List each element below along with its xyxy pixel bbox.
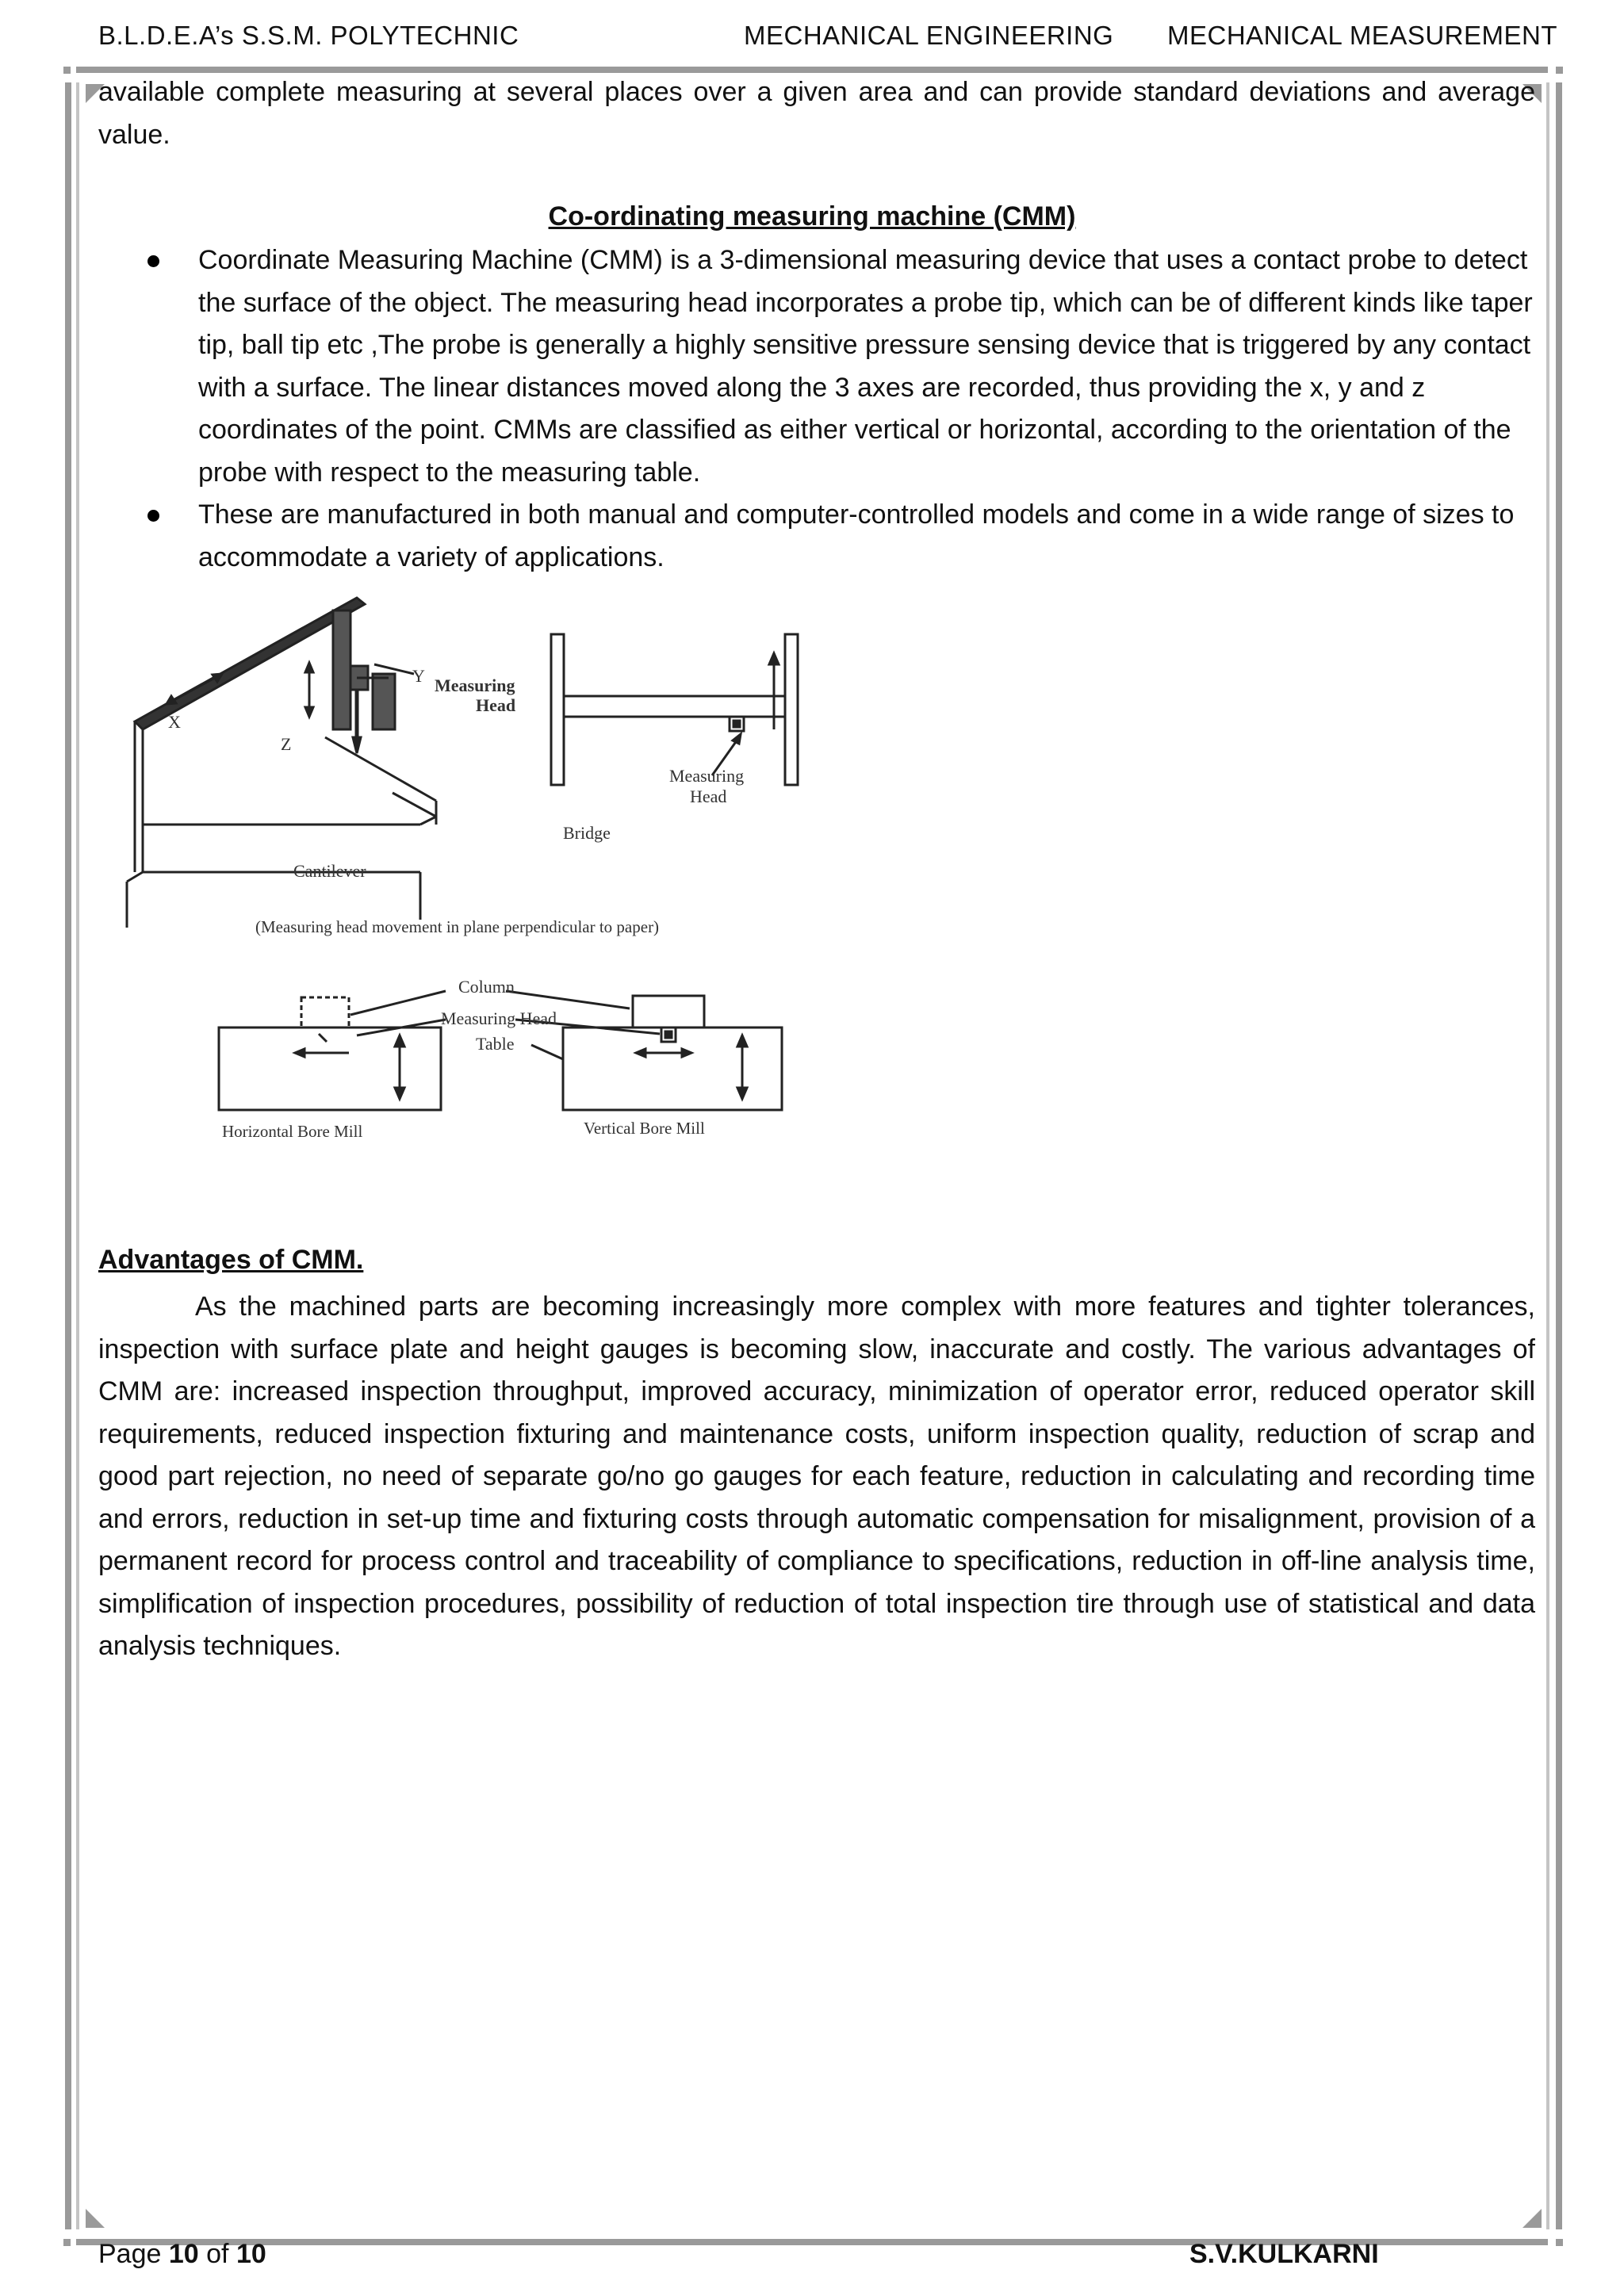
section-title-cmm: Co-ordinating measuring machine (CMM): [548, 201, 1076, 232]
bridge-head-label: Measuring: [669, 766, 745, 786]
border-right-outer: [1556, 82, 1562, 2229]
corner-ornament: [1522, 2209, 1542, 2228]
bridge-name: Bridge: [563, 823, 611, 843]
footer-author: S.V.KULKARNI: [1189, 2239, 1379, 2269]
intro-continuation: available complete measuring at several places over a given area and can provide standard deviations and average value.: [98, 77, 1535, 150]
header-department: MECHANICAL ENGINEERING: [744, 21, 1114, 50]
list-item: [140, 239, 1535, 494]
bridge-head-label: Head: [690, 786, 727, 806]
bullet-text: These are manufactured in both manual and computer-controlled models and come in a wide range of sizes to accommodate a variety of applications.: [198, 499, 1515, 572]
page-number: [98, 2239, 266, 2270]
header-subject: MECHANICAL MEASUREMENT: [1167, 21, 1557, 50]
bridge-diagram: [551, 634, 798, 785]
cantilever-name: Cantilever: [293, 861, 366, 881]
page-prefix: Page: [98, 2239, 162, 2269]
border-corner-dot: [63, 67, 71, 74]
axis-label-x: X: [168, 712, 181, 732]
border-left-outer: [65, 82, 71, 2229]
cantilever-diagram: [127, 598, 436, 928]
border-right-inner: [1546, 82, 1549, 2229]
border-corner-dot: [1556, 67, 1563, 74]
cantilever-head-label: Head: [476, 695, 516, 715]
axis-label-z: Z: [281, 734, 292, 754]
page-total: 10: [236, 2239, 266, 2269]
cmm-bullet-list: [140, 239, 1535, 579]
advantages-paragraph: As the machined parts are becoming increasingly more complex with more features and tighter tolerances, inspection with surface plate and height gauges is becoming slow, inaccurate and costly. The various advantages of CMM are: increased inspection throughput, improved accuracy, minimization of operator error, reduced operator skill requirements, reduced inspection fixturing and maintenance costs, uniform inspection quality, reduction of scrap and good part rejection, no need of separate go/no go gauges for each feature, reduction in calculating and recording time and errors, reduction in set-up time and fixturing costs through automatic compensation for misalignment, provision of a permanent record for process control and traceability of compliance to specifications, reduction in off-line analysis time, simplification of inspection procedures, possibility of reduction of total inspection tire through use of statistical and data analysis techniques.: [98, 1292, 1535, 1661]
column-label: Column: [458, 977, 515, 997]
header-institution: B.L.D.E.A’s S.S.M. POLYTECHNIC: [98, 21, 519, 50]
border-corner-dot: [63, 2239, 71, 2246]
bullet-icon: [147, 510, 159, 522]
axis-label-y: Y: [412, 666, 425, 686]
border-left-inner: [76, 82, 79, 2229]
table-label: Table: [476, 1034, 515, 1054]
bullet-text: Coordinate Measuring Machine (CMM) is a 3-dimensional measuring device that uses a contact probe to detect the surface of the object. The measuring head incorporates a probe tip, which can be of different kinds like taper tip, ball tip etc ,The probe is generally a highly sensitive pressure sensing device that is triggered by any contact with a surface. The linear distances moved along the 3 axes are recorded, thus providing the x, y and z coordinates of the point. CMMs are classified as either vertical or horizontal, according to the orientation of the probe with respect to the measuring table.: [198, 245, 1533, 488]
cmm-types-figure: [119, 587, 833, 1189]
page-current: 10: [168, 2239, 199, 2269]
border-corner-dot: [1556, 2239, 1563, 2246]
cantilever-head-label: Measuring: [435, 675, 515, 695]
list-item: [140, 494, 1535, 579]
bore-head-label: Measuring Head: [441, 1008, 557, 1028]
vertical-bore-mill-name: Vertical Bore Mill: [584, 1119, 705, 1138]
page-of: of: [206, 2239, 229, 2269]
figure-caption: (Measuring head movement in plane perpendicular to paper): [255, 917, 660, 936]
section-title-advantages: Advantages of CMM.: [98, 1245, 364, 1275]
horizontal-bore-mill-name: Horizontal Bore Mill: [222, 1122, 363, 1141]
bullet-icon: [147, 255, 159, 267]
corner-ornament: [86, 2209, 105, 2228]
